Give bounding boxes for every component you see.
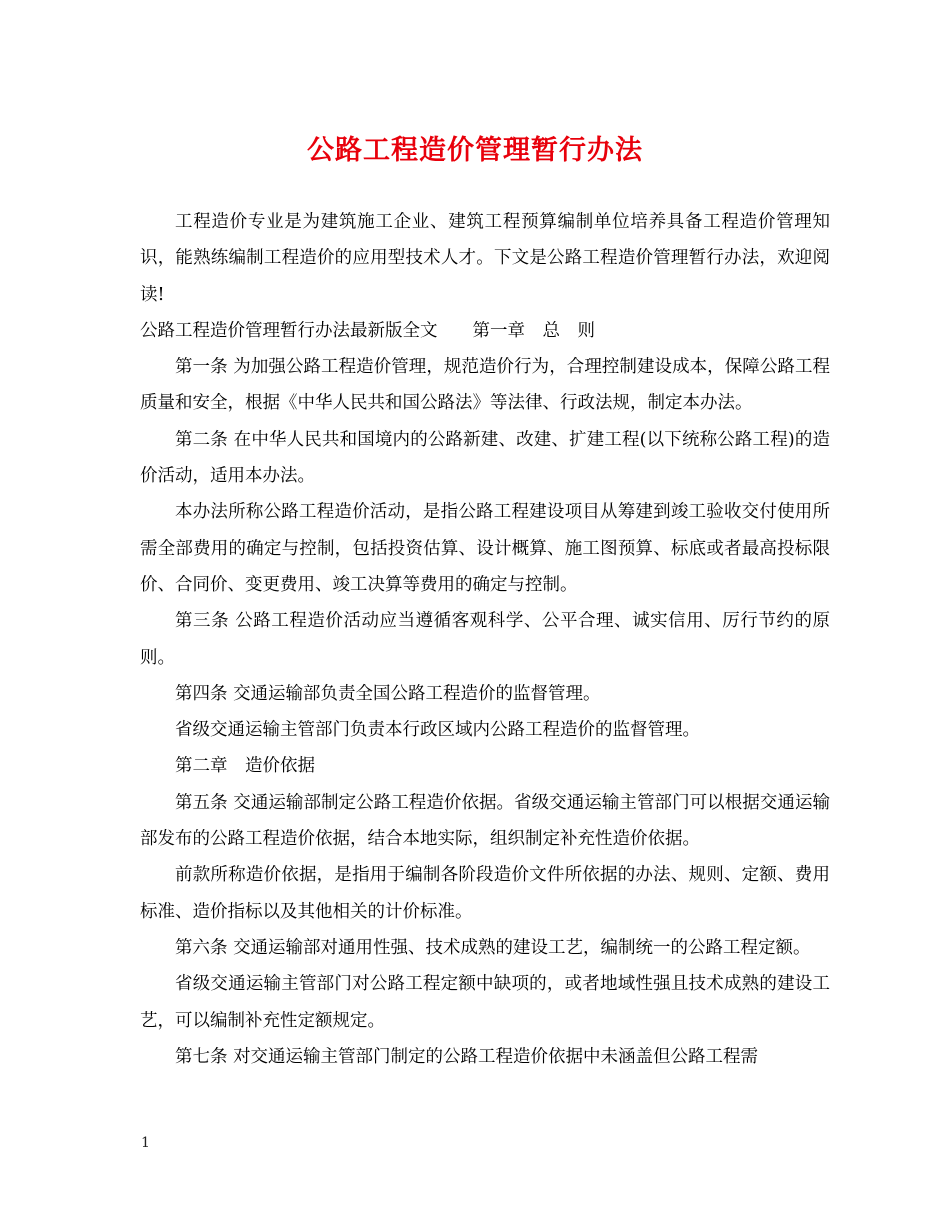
paragraph-intro: 工程造价专业是为建筑施工企业、建筑工程预算编制单位培养具备工程造价管理知识，能熟练编制工程造价的应用型技术人才。下文是公路工程造价管理暂行办法，欢迎阅读!	[140, 212, 830, 305]
paragraph-article-4: 第四条 交通运输部负责全国公路工程造价的监督管理。	[175, 683, 601, 704]
paragraph-chapter-2-heading: 第二章 造价依据	[175, 756, 315, 777]
paragraph-article-1: 第一条 为加强公路工程造价管理，规范造价行为，合理控制建设成本，保障公路工程质量和安全，根据《中华人民共和国公路法》等法律、行政法规，制定本办法。	[140, 357, 830, 414]
document-body	[140, 204, 830, 1075]
page-number: 1	[141, 1135, 150, 1151]
paragraph-chapter-1-heading: 公路工程造价管理暂行办法最新版全文 第一章 总 则	[140, 320, 595, 341]
paragraph-article-6: 第六条 交通运输部对通用性强、技术成熟的建设工艺，编制统一的公路工程定额。	[175, 937, 811, 958]
paragraph-article-4-provincial: 省级交通运输主管部门负责本行政区域内公路工程造价的监督管理。	[175, 720, 700, 741]
paragraph-article-3: 第三条 公路工程造价活动应当遵循客观科学、公平合理、诚实信用、厉行节约的原则。	[140, 611, 830, 668]
paragraph-article-5-definition: 前款所称造价依据，是指用于编制各阶段造价文件所依据的办法、规则、定额、费用标准、造价指标以及其他相关的计价标准。	[140, 865, 830, 922]
document-title: 公路工程造价管理暂行办法	[307, 135, 643, 166]
paragraph-article-2: 第二条 在中华人民共和国境内的公路新建、改建、扩建工程(以下统称公路工程)的造价活动，适用本办法。	[140, 429, 830, 487]
paragraph-article-7: 第七条 对交通运输主管部门制定的公路工程造价依据中未涵盖但公路工程需	[175, 1046, 759, 1067]
paragraph-article-5: 第五条 交通运输部制定公路工程造价依据。省级交通运输主管部门可以根据交通运输部发布的公路工程造价依据，结合本地实际，组织制定补充性造价依据。	[140, 792, 830, 850]
paragraph-article-6-provincial: 省级交通运输主管部门对公路工程定额中缺项的，或者地域性强且技术成熟的建设工艺，可以编制补充性定额规定。	[140, 974, 830, 1031]
paragraph-article-2-definition: 本办法所称公路工程造价活动，是指公路工程建设项目从筹建到竣工验收交付使用所需全部费用的确定与控制，包括投资估算、设计概算、施工图预算、标底或者最高投标限价、合同价、变更费用、竣工决算等费用的确定与控制。	[140, 502, 830, 595]
